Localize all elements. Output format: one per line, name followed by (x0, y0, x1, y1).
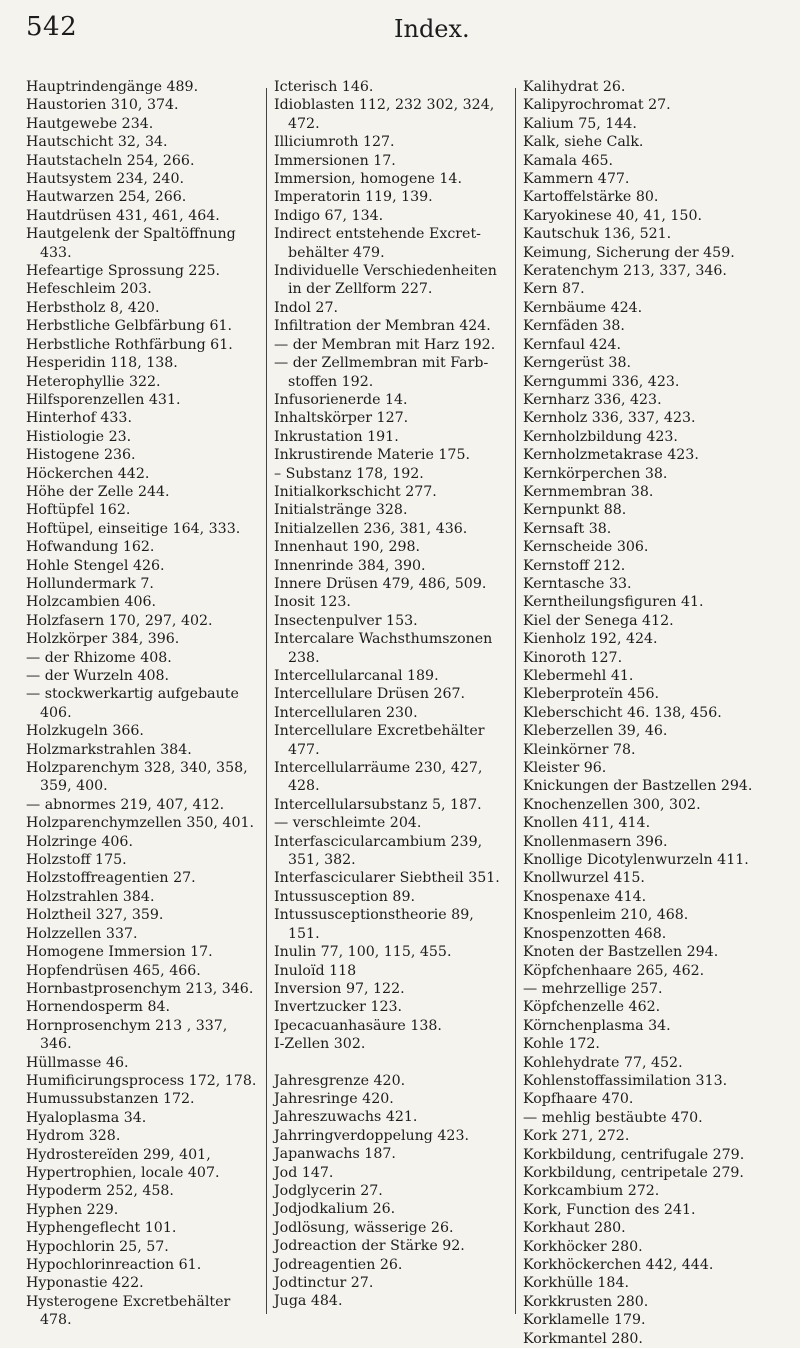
index-entry: Kerngerüst 38. (523, 355, 631, 372)
index-entry: Initialzellen 236, 381, 436. (274, 520, 468, 537)
index-entry: Intercellulare Excretbehälter 477. (274, 723, 485, 758)
index-entry: Intercalare Wachsthumszonen 238. (274, 631, 493, 666)
index-entry: Juga 484. (274, 1293, 343, 1310)
index-entry: Hefeschleim 203. (26, 281, 152, 298)
index-entry: Keratenchym 213, 337, 346. (523, 263, 727, 280)
index-entry: Kernbäume 424. (523, 299, 643, 316)
index-entry: Hautstacheln 254, 266. (26, 152, 195, 169)
index-entry: — stockwerkartig aufgebaute 406. (26, 686, 239, 721)
index-entry: Hoftüpfel 162. (26, 502, 131, 519)
index-entry: Hydrom 328. (26, 1128, 121, 1145)
index-entry: Inhaltskörper 127. (274, 410, 409, 427)
index-entry: Knochenzellen 300, 302. (523, 796, 701, 813)
column-divider (266, 88, 267, 1314)
index-entry: Hyaloplasma 34. (26, 1109, 147, 1126)
index-entry: Interfascicularcambium 239, 351, 382. (274, 833, 483, 869)
index-entry: Korkhaut 280. (523, 1220, 626, 1237)
index-entry: Inkrustation 191. (274, 428, 399, 445)
index-entry: Kartoffelstärke 80. (523, 189, 659, 206)
index-entry: Hinterhof 433. (26, 410, 132, 427)
index-entry: Innere Drüsen 479, 486, 509. (274, 575, 487, 592)
index-entry: Intussusceptionstheorie 89, 151. (274, 907, 474, 942)
index-entry: Köpfchenhaare 265, 462. (523, 962, 705, 979)
index-entry: Icterisch 146. (274, 79, 374, 95)
index-entry: Korklamelle 179. (523, 1312, 646, 1329)
index-entry: Individuelle Verschiedenheiten in der Zellform 227. (274, 263, 497, 298)
index-entry: Kernfaul 424. (523, 336, 622, 353)
index-entry: Kernpunkt 88. (523, 502, 627, 519)
index-entry: Kernsaft 38. (523, 520, 612, 537)
index-entry: Kleister 96. (523, 760, 607, 777)
index-entry: Indol 27. (274, 299, 338, 316)
index-entry: Inosit 123. (274, 594, 351, 611)
index-entry: Kernholz 336, 337, 423. (523, 410, 696, 427)
index-entry: Jahresringe 420. (274, 1090, 394, 1107)
index-entry: Korkbildung, centrifugale 279. (523, 1146, 745, 1163)
index-entry: Intercellularen 230. (274, 704, 418, 721)
page-number: 542 (26, 12, 78, 42)
index-entry: Imperatorin 119, 139. (274, 189, 433, 206)
index-entry: — abnormes 219, 407, 412. (26, 796, 225, 813)
index-entry: Immersion, homogene 14. (274, 171, 462, 188)
index-entry: Initialkorkschicht 277. (274, 483, 437, 500)
index-entry: Hypertrophien, locale 407. (26, 1164, 220, 1181)
index-entry: — verschleimte 204. (274, 815, 422, 832)
index-entry: Kiel der Senega 412. (523, 612, 674, 629)
index-entry: Jod 147. (274, 1164, 334, 1181)
index-entry: Intercellularräume 230, 427, 428. (274, 760, 483, 795)
index-entry: Kern 87. (523, 281, 585, 298)
index-entry: Holzparenchymzellen 350, 401. (26, 815, 255, 832)
index-entry: Hydrostereïden 299, 401, (26, 1146, 211, 1163)
index-entry: Kernkörperchen 38. (523, 465, 668, 482)
index-entry: Hollundermark 7. (26, 575, 154, 592)
index-entry: Hyponastie 422. (26, 1275, 144, 1292)
index-entry: Kernmembran 38. (523, 483, 654, 500)
index-entry: Jahresgrenze 420. (274, 1072, 406, 1089)
index-entry: Kautschuk 136, 521. (523, 226, 672, 243)
index-entry: Jahreszuwachs 421. (274, 1109, 418, 1126)
index-entry: Inkrustirende Materie 175. (274, 447, 470, 464)
index-entry: — der Membran mit Harz 192. (274, 336, 496, 353)
index-entry: Histiologie 23. (26, 428, 132, 445)
index-entry: Knospenleim 210, 468. (523, 907, 689, 924)
index-entry: Hyphengeflecht 101. (26, 1220, 177, 1237)
index-entry: Hohle Stengel 426. (26, 557, 165, 574)
index-entry: Jodglycerin 27. (274, 1182, 383, 1199)
index-entry: Herbstliche Gelbfärbung 61. (26, 318, 233, 335)
index-entry: Heterophyllie 322. (26, 373, 161, 390)
index-entry: Intercellularsubstanz 5, 187. (274, 796, 482, 813)
index-entry: Kork 271, 272. (523, 1128, 630, 1145)
index-entry: Hornprosenchym 213 , 337, 346. (26, 1017, 228, 1053)
index-entry: Haustorien 310, 374. (26, 97, 179, 114)
index-entry: Hornendosperm 84. (26, 999, 171, 1016)
index-entry: Kernholzbildung 423. (523, 428, 678, 445)
index-entry: Hautsystem 234, 240. (26, 171, 184, 188)
index-entry: Holzstoff 175. (26, 852, 127, 869)
index-entry: Hilfsporenzellen 431. (26, 391, 181, 408)
index-entry: Jodlösung, wässerige 26. (274, 1219, 454, 1236)
index-entry: Holzstoffreagentien 27. (26, 870, 196, 887)
index-entry: Hautwarzen 254, 266. (26, 189, 187, 206)
index-entry: Knollige Dicotylenwurzeln 411. (523, 852, 749, 869)
index-entry: Kleberzellen 39, 46. (523, 723, 668, 740)
index-list (274, 78, 509, 1311)
index-entry: Kinoroth 127. (523, 649, 623, 666)
index-entry: — der Zellmembran mit Farb-stoffen 192. (274, 355, 489, 390)
index-entry: Inversion 97, 122. (274, 980, 405, 997)
running-head: Index. (394, 15, 470, 43)
index-entry: Kohle 172. (523, 1036, 600, 1053)
index-entry: – Substanz 178, 192. (274, 465, 424, 482)
index-entry: Homogene Immersion 17. (26, 944, 213, 961)
index-entry: Jahrringverdoppelung 423. (274, 1127, 469, 1144)
index-entry: Kammern 477. (523, 171, 630, 188)
index-entry: Hornbastprosenchym 213, 346. (26, 980, 254, 997)
index-entry: Kamala 465. (523, 152, 614, 169)
index-entry: Karyokinese 40, 41, 150. (523, 207, 702, 224)
index-entry: Holzringe 406. (26, 833, 133, 850)
index-entry: Korkcambium 272. (523, 1183, 660, 1200)
index-entry: Kleberschicht 46. 138, 456. (523, 704, 722, 721)
index-entry: Immersionen 17. (274, 152, 396, 169)
index-entry: Knospenaxe 414. (523, 888, 647, 905)
index-entry: Kalk, siehe Calk. (523, 134, 644, 151)
index-entry: Kerntasche 33. (523, 575, 632, 592)
index-entry: Jodtinctur 27. (274, 1275, 374, 1291)
page-header (26, 12, 760, 46)
index-entry: Hyphen 229. (26, 1201, 119, 1218)
index-entry: Holzparenchym 328, 340, 358, 359, 400. (26, 760, 248, 795)
index-entry: Kleberproteïn 456. (523, 686, 660, 703)
index-entry: Kork, Function des 241. (523, 1201, 696, 1218)
index-entry: Hofwandung 162. (26, 539, 155, 556)
index-entry: Korkhülle 184. (523, 1275, 629, 1292)
index-entry: Kernstoff 212. (523, 557, 626, 574)
index-entry: Hysterogene Excretbehälter 478. (26, 1293, 231, 1329)
index-entry: Holztheil 327, 359. (26, 907, 164, 924)
index-entry: Infusorienerde 14. (274, 391, 408, 408)
index-entry: Inulin 77, 100, 115, 455. (274, 944, 452, 961)
index-entry: Hoftüpel, einseitige 164, 333. (26, 520, 241, 537)
index-entry: — mehlig bestäubte 470. (523, 1109, 703, 1126)
index-entry: Holzfasern 170, 297, 402. (26, 612, 213, 629)
index-entry: I-Zellen 302. (274, 1036, 366, 1053)
index-entry: Initialstränge 328. (274, 502, 408, 519)
index-entry: Kalipyrochromat 27. (523, 97, 671, 114)
index-entry: Indirect entstehende Excret-behälter 479. (274, 226, 481, 261)
index-column-3 (523, 78, 773, 1347)
index-entry: Kerntheilungsfiguren 41. (523, 594, 704, 611)
index-entry: Korkmantel 280. (523, 1330, 643, 1347)
index-entry: Kernharz 336, 423. (523, 391, 662, 408)
index-entry: Herbstholz 8, 420. (26, 299, 160, 316)
index-entry: Hypochlorin 25, 57. (26, 1238, 169, 1255)
index-entry: Kernfäden 38. (523, 318, 625, 335)
index-entry: Hypoderm 252, 458. (26, 1183, 174, 1200)
index-entry: Kleinkörner 78. (523, 741, 636, 758)
index-entry: Korkkrusten 280. (523, 1293, 649, 1310)
index-column-2 (274, 78, 509, 1310)
index-entry: Indigo 67, 134. (274, 207, 384, 224)
index-entry: Intussusception 89. (274, 888, 415, 905)
index-entry: Holzzellen 337. (26, 925, 138, 942)
index-entry: Hesperidin 118, 138. (26, 355, 178, 372)
index-entry: Innenhaut 190, 298. (274, 539, 421, 556)
index-entry: Invertzucker 123. (274, 999, 403, 1016)
index-entry: Hüllmasse 46. (26, 1054, 129, 1071)
index-entry: Humussubstanzen 172. (26, 1091, 195, 1108)
index-entry: Keimung, Sicherung der 459. (523, 244, 735, 261)
index-entry: Histogene 236. (26, 447, 136, 464)
index-entry: Kopfhaare 470. (523, 1091, 634, 1108)
index-entry: Holzmarkstrahlen 384. (26, 741, 192, 758)
index-entry: Kohlenstoffassimilation 313. (523, 1072, 728, 1089)
index-entry: Infiltration der Membran 424. (274, 318, 491, 335)
index-entry: Interfascicularer Siebtheil 351. (274, 870, 500, 887)
index-entry: Holzkugeln 366. (26, 723, 144, 740)
index-entry: Korkhöcker 280. (523, 1238, 643, 1255)
index-entry: Knollen 411, 414. (523, 815, 651, 832)
index-entry: Korkhöckerchen 442, 444. (523, 1257, 714, 1273)
index-entry: Kernholzmetakrase 423. (523, 447, 699, 464)
index-entry: — mehrzellige 257. (523, 980, 663, 997)
index-entry: Herbstliche Rothfärbung 61. (26, 336, 233, 353)
index-entry: Knickungen der Bastzellen 294. (523, 778, 753, 795)
index-entry: Höhe der Zelle 244. (26, 483, 170, 500)
index-entry: Japanwachs 187. (274, 1146, 396, 1163)
index-entry: Inuloïd 118 (274, 962, 357, 979)
index-entry: Körnchenplasma 34. (523, 1017, 671, 1034)
index-entry: Ipecacuanhasäure 138. (274, 1017, 442, 1034)
index-entry: Jodreagentien 26. (274, 1256, 403, 1273)
index-entry: Knoten der Bastzellen 294. (523, 944, 719, 961)
index-entry: Innenrinde 384, 390. (274, 557, 426, 574)
index-entry: Holzcambien 406. (26, 594, 157, 611)
index-entry: Höckerchen 442. (26, 465, 150, 482)
index-entry: Kohlehydrate 77, 452. (523, 1054, 683, 1071)
index-entry: Hautgelenk der Spaltöffnung 433. (26, 226, 236, 261)
index-entry: Hautdrüsen 431, 461, 464. (26, 207, 220, 224)
index-entry: Humificirungsprocess 172, 178. (26, 1072, 257, 1089)
index-entry: Kerngummi 336, 423. (523, 373, 680, 390)
index-entry: Hopfendrüsen 465, 466. (26, 962, 201, 979)
index-entry: Hefeartige Sprossung 225. (26, 263, 221, 280)
index-entry: Hautschicht 32, 34. (26, 134, 168, 151)
index-entry: Klebermehl 41. (523, 668, 634, 684)
index-entry: Idioblasten 112, 232 302, 324, 472. (274, 97, 495, 132)
index-entry: Hautgewebe 234. (26, 115, 154, 132)
index-entry: Kalium 75, 144. (523, 115, 637, 132)
index-entry: Holzstrahlen 384. (26, 888, 155, 905)
index-entry: Hypochlorinreaction 61. (26, 1257, 202, 1273)
index-entry: Jodjodkalium 26. (274, 1201, 396, 1218)
index-entry: — der Rhizome 408. (26, 649, 172, 666)
index-entry: Illiciumroth 127. (274, 134, 395, 151)
index-entry: Hauptrindengänge 489. (26, 79, 199, 95)
index-entry: Köpfchenzelle 462. (523, 999, 661, 1016)
index-entry: Jodreaction der Stärke 92. (274, 1238, 465, 1255)
index-entry: Intercellulare Drüsen 267. (274, 686, 466, 703)
index-column-1 (26, 78, 258, 1329)
index-entry: Knospenzotten 468. (523, 925, 667, 942)
index-list (26, 78, 258, 1330)
index-entry: Kernscheide 306. (523, 539, 649, 556)
index-entry: Kalihydrat 26. (523, 79, 626, 95)
index-entry: — der Wurzeln 408. (26, 668, 170, 684)
index-entry: Knollenmasern 396. (523, 833, 668, 850)
column-divider (515, 88, 516, 1314)
index-entry: Holzkörper 384, 396. (26, 631, 180, 648)
index-entry: Insectenpulver 153. (274, 612, 418, 629)
index-entry: Knollwurzel 415. (523, 870, 645, 887)
index-entry: Korkbildung, centripetale 279. (523, 1164, 744, 1181)
index-entry: Kienholz 192, 424. (523, 631, 658, 648)
index-list (523, 78, 773, 1348)
index-entry: Intercellularcanal 189. (274, 668, 439, 684)
